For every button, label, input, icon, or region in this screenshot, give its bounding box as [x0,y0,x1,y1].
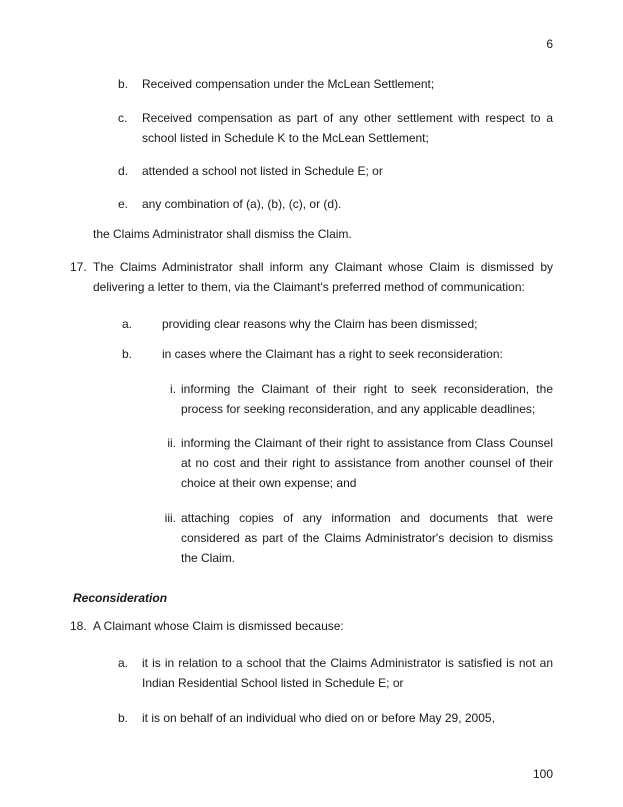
list-item-e [70,194,553,214]
paragraph-17-number: 17. [70,260,87,274]
paragraph-18 [70,616,553,636]
roman-item-i [70,379,553,419]
roman-item-iii-text: attaching copies of any information and documents that were considered as part of the Claims Administrator's decision to dismiss the Claim. [181,511,553,565]
list-item-d-text: attended a school not listed in Schedule E; or [142,164,383,178]
roman-item-ii-text: informing the Claimant of their right to assistance from Class Counsel at no cost and their right to assistance from another counsel of their choice at their own expense; and [181,436,553,490]
paragraph-18-subitem-a [70,653,553,693]
page-number-footer: 100 [532,767,553,781]
page-number-header: 6 [546,37,553,51]
paragraph-17-text: The Claims Administrator shall inform any Claimant whose Claim is dismissed by delivering a letter to them, via the Claimant's preferred method of communication: [93,260,553,294]
roman-marker-iii: iii. [164,511,176,525]
list-marker-d: d. [118,164,129,178]
paragraph-18-subitem-b [70,708,553,728]
paragraph-17-subitem-a [70,314,553,334]
subitem-18a-marker: a. [118,656,129,670]
roman-item-ii [70,433,553,493]
section-heading-reconsideration: Reconsideration [73,591,168,605]
roman-item-i-text: informing the Claimant of their right to seek reconsideration, the process for seeking reconsideration, and any applicable deadlines; [181,382,553,416]
subitem-a-marker: a. [122,317,133,331]
list-marker-c: c. [118,111,128,125]
list-item-e-text: any combination of (a), (b), (c), or (d). [142,197,342,211]
list-item-c [70,108,553,148]
list-item-d [70,161,553,181]
list-item-c-text: Received compensation as part of any other settlement with respect to a school listed in Schedule K to the McLean Settlement; [142,111,553,145]
paragraph-17-subitem-b [70,344,553,364]
subitem-b-text: in cases where the Claimant has a right to seek reconsideration: [162,347,503,361]
paragraph-18-text: A Claimant whose Claim is dismissed because: [93,619,344,633]
list-marker-e: e. [118,197,129,211]
roman-item-iii [70,508,553,568]
subitem-18b-text: it is on behalf of an individual who died on or before May 29, 2005, [142,711,495,725]
dismissal-conclusion: the Claims Administrator shall dismiss the Claim. [93,227,352,241]
paragraph-18-number: 18. [70,619,87,633]
roman-marker-i: i. [170,382,176,396]
roman-marker-ii: ii. [167,436,176,450]
list-item-b-text: Received compensation under the McLean Settlement; [142,77,435,91]
list-marker-b: b. [118,77,129,91]
subitem-b-marker: b. [122,347,133,361]
subitem-18b-marker: b. [118,711,129,725]
paragraph-17 [70,257,553,297]
subitem-18a-text: it is in relation to a school that the Claims Administrator is satisfied is not an Indian Residential School listed in Schedule E; or [142,656,553,690]
list-item-b [70,74,553,94]
subitem-a-text: providing clear reasons why the Claim has been dismissed; [162,317,478,331]
